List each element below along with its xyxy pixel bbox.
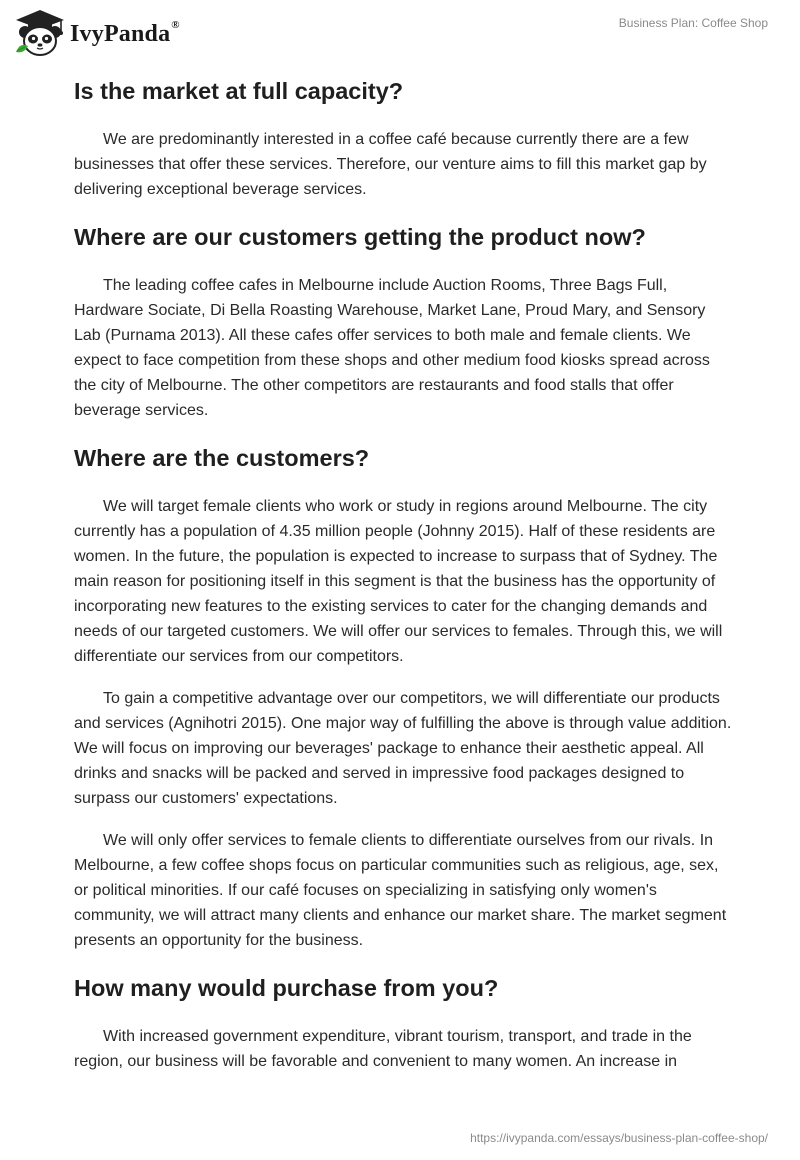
panda-graduate-icon bbox=[14, 8, 66, 58]
brand-name: IvyPanda® bbox=[70, 18, 180, 47]
paragraph: We will only offer services to female clients to differentiate ourselves from our rivals. In Melbourne, a few coffee shops focus on particular communities such as religious, age, sex, or political minorities. If our café focuses on specializing in satisfying only women's community, we will attract many clients and enhance our market share. The market segment presents an opportunity for the business. bbox=[74, 832, 727, 949]
section-heading: Where are the customers? bbox=[74, 445, 370, 471]
section-heading: How many would purchase from you? bbox=[74, 975, 499, 1001]
section-heading: Is the market at full capacity? bbox=[74, 78, 404, 104]
paragraph: With increased government expenditure, vibrant tourism, transport, and trade in the region, our business will be favorable and convenient to many women. An increase in bbox=[74, 1028, 692, 1070]
paragraph: The leading coffee cafes in Melbourne include Auction Rooms, Three Bags Full, Hardware Sociate, Di Bella Roasting Warehouse, Market Lane, Proud Mary, and Sensory Lab (Purnama 2013). All these cafes offer services to both male and female clients. We expect to face competition from these shops and other medium food kiosks spread across the city of Melbourne. The other competitors are restaurants and food stalls that offer beverage services. bbox=[74, 277, 710, 419]
document-title: Business Plan: Coffee Shop bbox=[618, 16, 768, 30]
paragraph: We are predominantly interested in a coffee café because currently there are a few businesses that offer these services. Therefore, our venture aims to fill this market gap by delivering exceptional beverage services. bbox=[74, 131, 707, 198]
ivypanda-logo[interactable] bbox=[14, 8, 180, 58]
essay-content bbox=[74, 70, 734, 1074]
page-header bbox=[0, 0, 800, 70]
paragraph: To gain a competitive advantage over our competitors, we will differentiate our products and services (Agnihotri 2015). One major way of fulfilling the above is through value addition. We will focus on improving our beverages' package to enhance their aesthetic appeal. All drinks and snacks will be packed and served in impressive food packages designed to surpass our customers' expectations. bbox=[74, 690, 732, 807]
section-heading: Where are our customers getting the product now? bbox=[74, 224, 646, 250]
paragraph: We will target female clients who work or study in regions around Melbourne. The city currently has a population of 4.35 million people (Johnny 2015). Half of these residents are women. In the future, the population is expected to increase to surpass that of Sydney. The main reason for positioning itself in this segment is that the business has the opportunity of incorporating new features to the existing services to cater for the changing demands and needs of our targeted customers. We will offer our services to females. Through this, we will differentiate our services from our competitors. bbox=[74, 498, 723, 665]
source-url[interactable]: https://ivypanda.com/essays/business-plan-coffee-shop/ bbox=[470, 1131, 768, 1145]
